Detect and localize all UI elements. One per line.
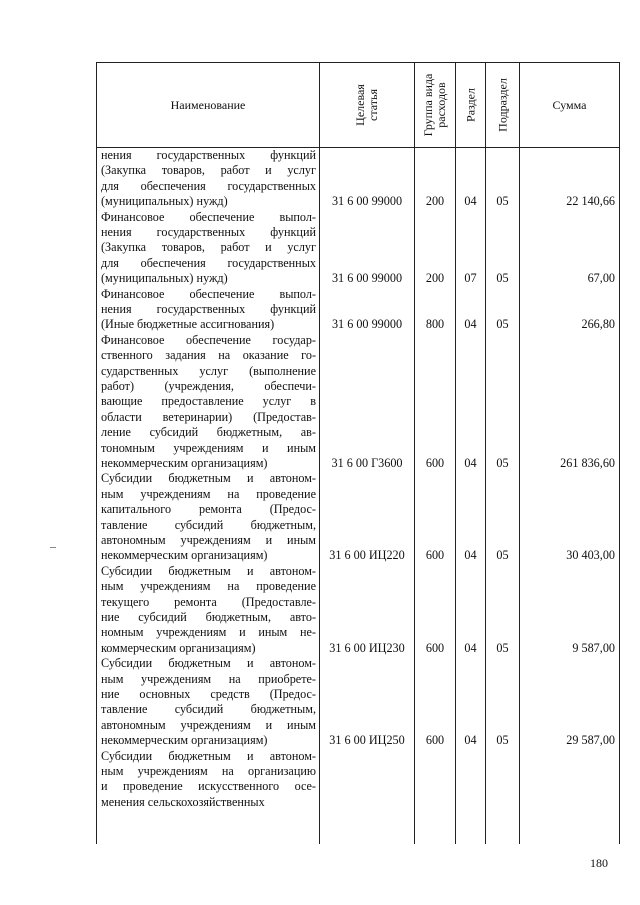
- row-group: 600: [425, 456, 445, 470]
- row-name-line: капитального ремонта (Предос-: [101, 502, 316, 517]
- row-name-line: автономным учреждениям и иным: [101, 533, 316, 547]
- col-border-section: [485, 62, 486, 844]
- row-name-line: некоммерческим организациям): [101, 548, 268, 563]
- row-name-line: (Закупка товаров, работ и услуг: [101, 240, 316, 255]
- col-border-name: [319, 62, 320, 844]
- row-code: 31 6 00 99000: [331, 271, 403, 286]
- row-name-line: и проведение искусственного осе-: [101, 779, 316, 794]
- row-group: 200: [425, 271, 445, 286]
- header-name: [97, 63, 319, 147]
- row-section: 04: [464, 194, 477, 209]
- row-name-line: тавление субсидий бюджетным,: [101, 702, 316, 717]
- row-group: 800: [425, 317, 445, 332]
- row-sum: 67,00: [587, 271, 615, 286]
- row-sum: 29 587,00: [566, 733, 615, 748]
- row-name-line: Субсидии бюджетным и автоном-: [101, 471, 316, 486]
- row-name-line: ным учреждениям на проведение: [101, 579, 316, 594]
- row-name-line: (муниципальных) нужд): [101, 271, 228, 286]
- row-name-line: (Иные бюджетные ассигнования): [101, 317, 275, 332]
- row-name-line: ным учреждениям на проведение: [101, 486, 316, 501]
- col-border-left: [96, 62, 97, 844]
- row-name-line: менения сельскохозяйственных: [101, 794, 265, 809]
- header-code-line1: Целевая: [353, 84, 367, 126]
- row-sum: 9 587,00: [572, 640, 615, 655]
- header-subsection-label: Подраздел: [495, 78, 509, 132]
- row-name-line: (Закупка товаров, работ и услуг: [101, 163, 316, 178]
- row-name-line: тавление субсидий бюджетным,: [101, 517, 316, 532]
- row-code: 31 6 00 ИЦ220: [329, 548, 405, 563]
- row-name-line: ным учреждениям на организацию: [101, 764, 316, 778]
- row-subsection: 05: [496, 548, 509, 563]
- row-name-line: нения государственных функций: [101, 302, 316, 316]
- row-group: 200: [425, 194, 445, 209]
- row-name-line: ным учреждениям на приобрете-: [101, 671, 316, 686]
- row-sum: 30 403,00: [566, 548, 615, 563]
- header-group-label: [422, 74, 448, 137]
- header-section: [456, 63, 485, 147]
- row-name-line: номным учреждениям и иным не-: [101, 625, 316, 640]
- row-section: 04: [464, 317, 477, 332]
- row-name-line: вающие предоставление услуг в: [101, 394, 316, 409]
- header-subsection: [486, 63, 519, 147]
- row-name-line: нения государственных функций: [101, 148, 316, 162]
- row-name-line: Субсидии бюджетным и автоном-: [101, 563, 316, 578]
- row-name-line: некоммерческим организациям): [101, 733, 268, 748]
- row-name-line: области ветеринарии) (Предостав-: [101, 409, 316, 424]
- header-sum: [520, 63, 619, 147]
- header-group: [415, 63, 455, 147]
- row-group: 600: [425, 640, 445, 655]
- row-name-line: нения государственных функций: [101, 225, 316, 239]
- row-name-line: ние субсидий бюджетным, авто-: [101, 610, 316, 624]
- col-border-code: [414, 62, 415, 844]
- row-name-line: ственного задания на оказание го-: [101, 348, 316, 363]
- row-name-line: коммерческим организациям): [101, 640, 256, 655]
- row-section: 04: [464, 548, 477, 563]
- row-code: 31 6 00 ИЦ230: [329, 640, 405, 655]
- header-group-line2: расходов: [434, 82, 448, 128]
- header-name-label: Наименование: [170, 97, 246, 112]
- row-name-line: (муниципальных) нужд): [101, 194, 228, 209]
- row-sum: 266,80: [581, 317, 615, 332]
- row-section: 04: [464, 733, 477, 748]
- row-code: 31 6 00 ИЦ250: [329, 733, 405, 748]
- row-code: 31 6 00 99000: [331, 317, 403, 332]
- row-name-line: тономным учреждениям и иным: [101, 440, 316, 455]
- col-border-subsection: [519, 62, 520, 844]
- header-code: [320, 63, 414, 147]
- row-section: 04: [464, 640, 477, 655]
- row-group: 600: [425, 733, 445, 748]
- row-code: 31 6 00 Г3600: [331, 456, 403, 470]
- row-subsection: 05: [496, 317, 509, 332]
- row-code: 31 6 00 99000: [331, 194, 403, 209]
- row-name-line: для обеспечения государственных: [101, 178, 316, 193]
- margin-mark: [50, 547, 56, 548]
- row-subsection: 05: [496, 456, 509, 470]
- page-number: 180: [590, 856, 608, 870]
- col-border-group: [455, 62, 456, 844]
- row-subsection: 05: [496, 640, 509, 655]
- header-code-label: [354, 84, 380, 126]
- header-code-line2: статья: [366, 89, 380, 121]
- row-name-line: текущего ремонта (Предоставле-: [101, 594, 316, 609]
- row-subsection: 05: [496, 733, 509, 748]
- col-border-right: [619, 62, 620, 844]
- header-section-label: Раздел: [463, 88, 477, 122]
- row-name-line: ние основных средств (Предос-: [101, 687, 316, 701]
- row-group: 600: [425, 548, 445, 563]
- row-name-line: Финансовое обеспечение государ-: [101, 332, 316, 347]
- row-name-line: Субсидии бюджетным и автоном-: [101, 748, 316, 763]
- row-name-line: сударственных услуг (выполнение: [101, 363, 316, 378]
- row-sum: 22 140,66: [566, 194, 615, 209]
- header-sum-label: Сумма: [552, 97, 587, 112]
- row-section: 04: [464, 456, 477, 470]
- row-name-line: автономным учреждениям и иным: [101, 717, 316, 732]
- row-sum: 261 836,60: [560, 456, 615, 470]
- row-name-line: ление субсидий бюджетным, ав-: [101, 425, 316, 440]
- row-name-line: работ) (учреждения, обеспечи-: [101, 379, 316, 393]
- row-name-line: некоммерческим организациям): [101, 456, 268, 470]
- header-group-line1: Группа вида: [421, 73, 435, 137]
- row-section: 07: [464, 271, 477, 286]
- row-name-line: Финансовое обеспечение выпол-: [101, 286, 316, 301]
- row-subsection: 05: [496, 194, 509, 209]
- row-name-line: для обеспечения государственных: [101, 255, 316, 270]
- row-subsection: 05: [496, 271, 509, 286]
- row-name-line: Финансовое обеспечение выпол-: [101, 209, 316, 224]
- row-name-line: Субсидии бюджетным и автоном-: [101, 656, 316, 671]
